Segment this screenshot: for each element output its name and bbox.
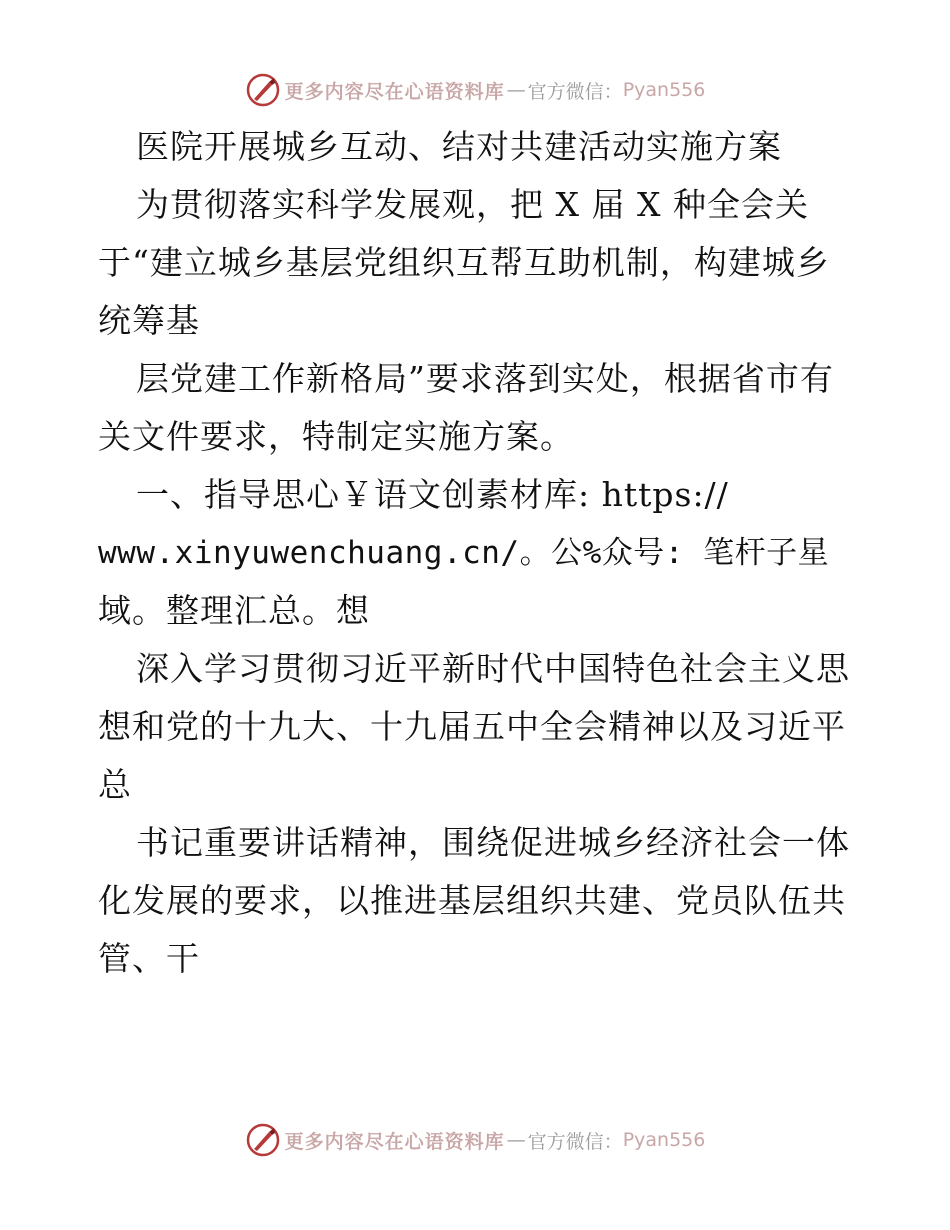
banner-brand-text: 更多内容尽在心语资料库 [284,80,505,103]
section-heading: 一、指导思心￥语文创素材库: https:// [136,475,729,514]
banner-wechat-label: 官方微信： [527,80,623,103]
paragraph-line: 统筹基 [98,301,200,340]
paragraph-line: 管、干 [98,939,200,978]
quill-logo-icon [245,1122,281,1158]
banner-brand-text: 更多内容尽在心语资料库 [284,1130,505,1153]
paragraph-line: 书记重要讲话精神，围绕促进城乡经济社会一体 [136,823,850,862]
paragraph-line: 为贯彻落实科学发展观，把 X 届 X 种全会关 [136,185,809,224]
paragraph-line: 化发展的要求，以推进基层组织共建、党员队伍共 [98,881,846,920]
banner-wechat-id: Pyan556 [622,79,706,101]
document-body [98,118,858,988]
quill-logo-icon [245,72,281,108]
header-banner [0,70,950,110]
paragraph-line: 深入学习贯彻习近平新时代中国特色社会主义思 [136,649,850,688]
paragraph-line: 域。整理汇总。想 [98,591,370,630]
paragraph-line: 层党建工作新格局”要求落到实处，根据省市有 [136,359,834,398]
paragraph-line: 于“建立城乡基层党组织互帮互助机制，构建城乡 [98,243,830,282]
paragraph-line: 关文件要求，特制定实施方案。 [98,417,574,456]
paragraph-line: 想和党的十九大、十九届五中全会精神以及习近平 [98,707,846,746]
banner-dash: — [506,79,526,101]
banner-dash: — [506,1129,526,1151]
footer-banner [0,1120,950,1160]
paragraph-line: www.xinyuwenchuang.cn/。公%众号: 笔杆子星 [98,535,830,571]
banner-wechat-label: 官方微信： [527,1130,623,1153]
banner-wechat-id: Pyan556 [622,1129,706,1151]
paragraph-line: 总 [98,765,132,804]
document-title: 医院开展城乡互动、结对共建活动实施方案 [136,127,782,166]
